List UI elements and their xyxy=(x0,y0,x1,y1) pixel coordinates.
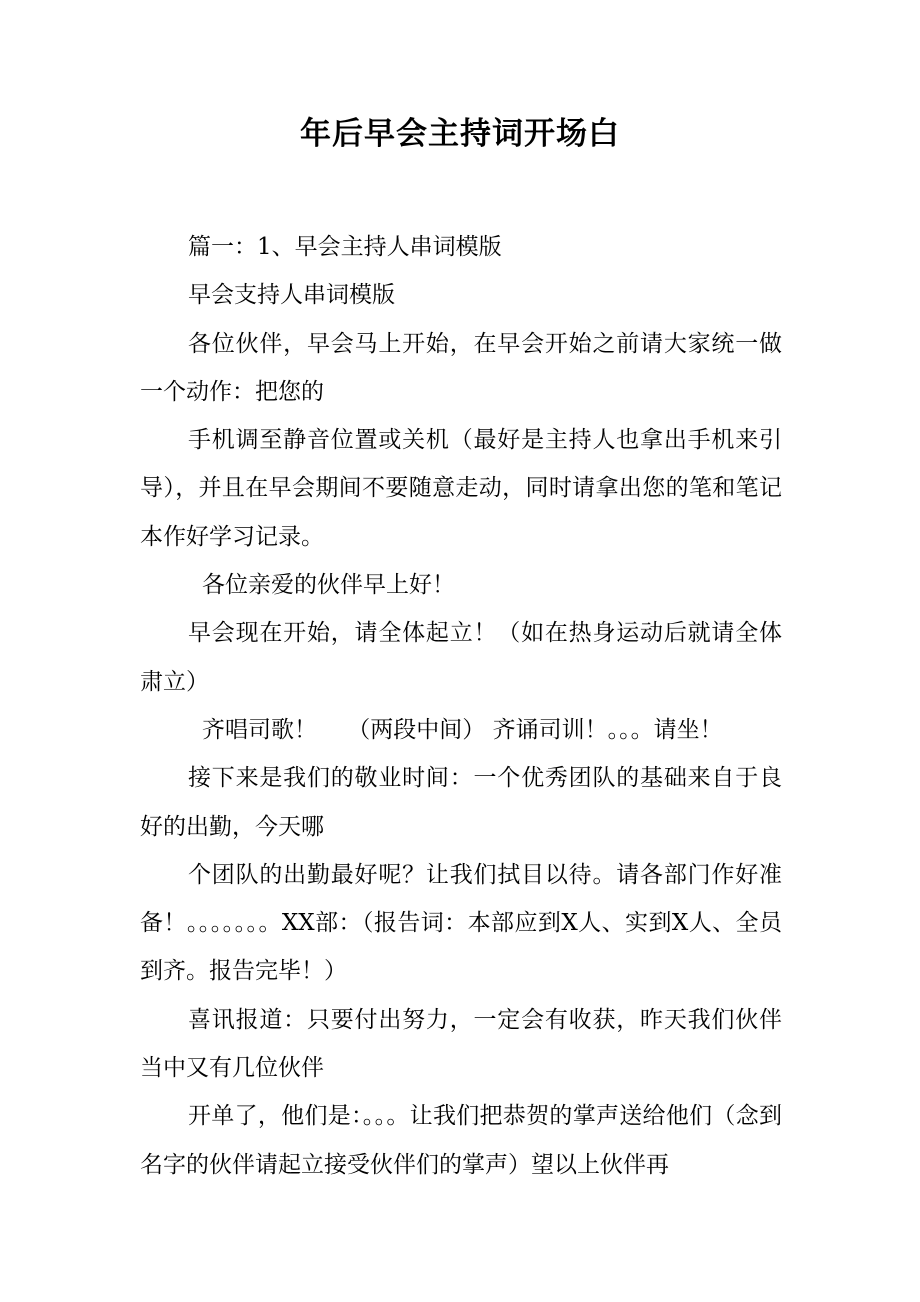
document-body xyxy=(140,223,782,1189)
paragraph-attendance-report: 个团队的出勤最好呢？让我们拭目以待。请各部门作好准备！。。。。。。。XX部：（报告词：本部应到X人、实到X人、全员到齐。报告完毕！） xyxy=(140,861,782,985)
paragraph-song: 齐唱司歌！ （两段中间） 齐诵司训！。。。请坐！ xyxy=(202,716,723,743)
paragraph-phone-notice: 手机调至静音位置或关机（最好是主持人也拿出手机来引导），并且在早会期间不要随意走动，同时请拿出您的笔和笔记本作好学习记录。 xyxy=(140,427,782,550)
document-title: 年后早会主持词开场白 xyxy=(300,116,620,152)
paragraph-attendance-intro: 接下来是我们的敬业时间：一个优秀团队的基础来自于良好的出勤，今天哪 xyxy=(140,765,782,840)
paragraph-opening: 各位伙伴，早会马上开始，在早会开始之前请大家统一做一个动作：把您的 xyxy=(140,330,782,405)
paragraph-applause: 开单了，他们是：。。。让我们把恭贺的掌声送给他们（念到名字的伙伴请起立接受伙伴们的掌声）望以上伙伴再 xyxy=(140,1103,782,1178)
paragraph-subheading: 早会支持人串词模版 xyxy=(188,282,395,309)
paragraph-good-news: 喜讯报道：只要付出努力，一定会有收获，昨天我们伙伴当中又有几位伙伴 xyxy=(140,1006,782,1082)
paragraph-greeting: 各位亲爱的伙伴早上好！ xyxy=(202,572,455,599)
paragraph-heading: 篇一：1、早会主持人串词模版 xyxy=(188,234,502,260)
paragraph-start: 早会现在开始，请全体起立！（如在热身运动后就请全体肃立） xyxy=(140,620,782,695)
